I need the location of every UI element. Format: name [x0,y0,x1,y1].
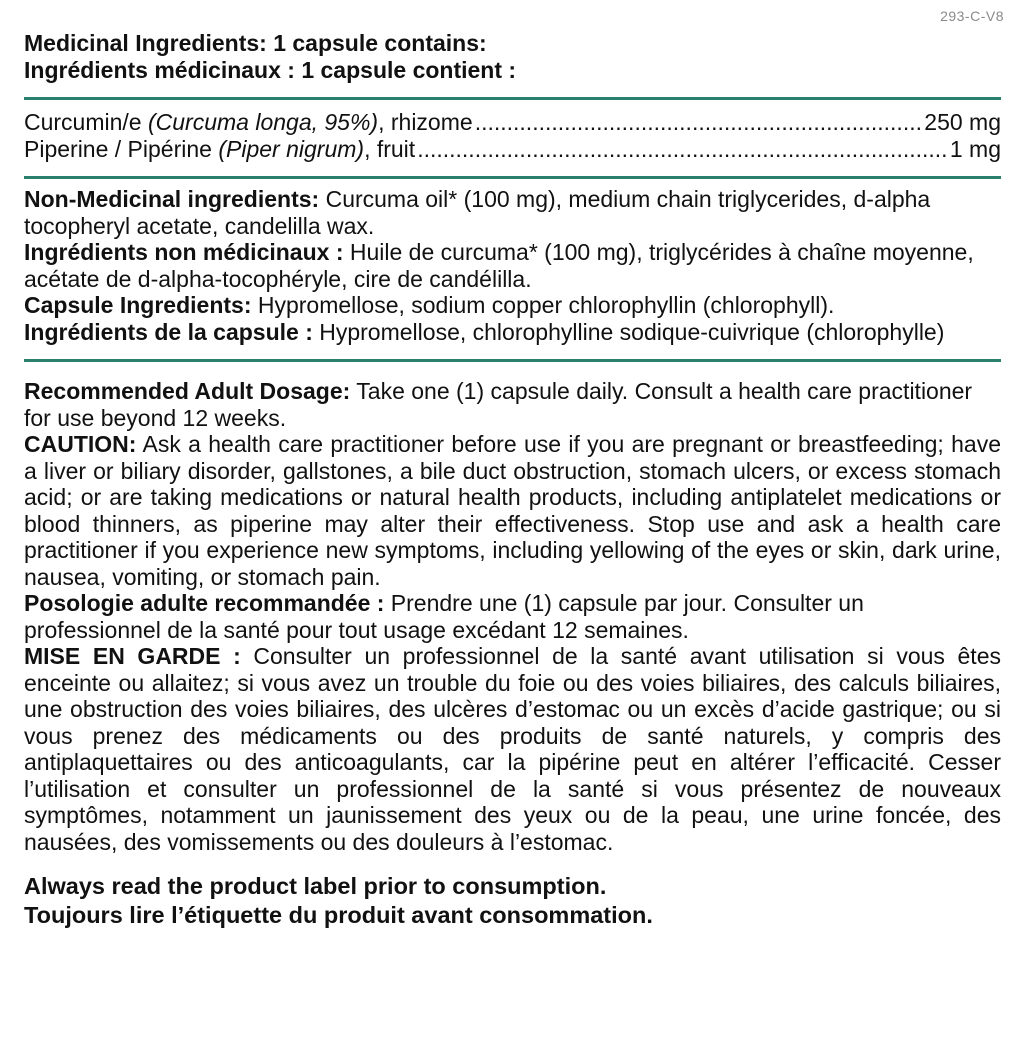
dot-leader [417,136,948,163]
non-medicinal-text-fr: Huile de curcuma* (100 mg), triglycérides à chaîne moyenne, acétate de d-alpha-tocophéryle, cire de candélilla. [24,239,974,292]
caution-text: Ask a health care practitioner before use if you are pregnant or breastfeeding; have a liver or biliary disorder, gallstones, a bile duct obstruction, stomach ulcers, or excess stomach acid; or are taking medications or natural health products, including antiplatelet medications or blood thinners, as piperine may alter their effectiveness. Stop use and ask a health care practitioner if you experience new symptoms, including yellowing of the eyes or skin, dark urine, nausea, vomiting, or stomach pain. [24,431,1001,590]
mise-en-garde-text: Consulter un professionnel de la santé avant utilisation si vous êtes enceinte ou allaitez; si vous avez un trouble du foie ou des voies biliaires, des calculs biliaires, une obstruction des voies biliaires, des ulcères d’estomac ou un excès d’acide gastrique; ou si vous prenez des médicaments ou des produits de santé naturels, y compris des antiplaquettaires ou des anticoagulants, car la pipérine peut en altérer l’efficacité. Cesser l’utilisation et consulter un professionnel de la santé si vous présentez de nouveaux symptômes, notamment un jaunissement des yeux ou de la peau, une urine foncée, des nausées, des vomissements ou des douleurs à l’estomac. [24,643,1001,855]
ingredient-part: , rhizome [378,109,473,135]
mise-en-garde-label: MISE EN GARDE : [24,643,241,669]
footer-notice [24,872,1001,930]
divider [24,97,1001,100]
dosage-label-en: Recommended Adult Dosage: [24,378,351,404]
medicinal-heading [24,30,1001,84]
medicinal-heading-fr: Ingrédients médicinaux : 1 capsule contient : [24,57,517,83]
dosage-label-fr: Posologie adulte recommandée : [24,590,385,616]
non-medicinal-section [24,186,1001,345]
dot-leader [475,109,923,136]
footer-line-en: Always read the product label prior to consumption. [24,873,607,899]
non-medicinal-text-en: Curcuma oil* (100 mg), medium chain triglycerides, d-alpha tocopheryl acetate, candelilla wax. [24,186,931,239]
ingredient-name-prefix: Piperine / Pipérine [24,135,219,162]
ingredient-name [24,136,415,163]
ingredient-part: , fruit [364,135,416,162]
label-code: 293-C-V8 [940,8,1004,24]
non-medicinal-fr [24,239,1001,292]
medicinal-heading-en: Medicinal Ingredients: 1 capsule contains: [24,30,487,56]
medicinal-ingredient-list [24,109,1001,162]
capsule-ingredients-en [24,292,1001,319]
footer-line-fr: Toujours lire l’étiquette du produit avant consommation. [24,902,653,928]
caution-fr [24,643,1001,855]
dosage-text-fr: Prendre une (1) capsule par jour. Consulter un professionnel de la santé pour tout usage excédant 12 semaines. [24,590,864,643]
label-panel [24,30,1001,930]
ingredient-latin-name: (Piper nigrum) [218,135,365,162]
non-medicinal-label-en: Non-Medicinal ingredients: [24,186,320,212]
capsule-label-en: Capsule Ingredients: [24,292,252,318]
divider [24,176,1001,179]
non-medicinal-en [24,186,1001,239]
ingredient-name [24,109,473,136]
capsule-text-fr: Hypromellose, chlorophylline sodique-cuivrique (chlorophylle) [312,318,945,345]
dosage-section [24,378,1001,855]
dosage-en [24,378,1001,431]
ingredient-row-piperine [24,136,1001,163]
ingredient-amount: 250 mg [924,109,1001,135]
ingredient-row-curcumin [24,109,1001,136]
non-medicinal-label-fr: Ingrédients non médicinaux : [24,239,344,265]
caution-label: CAUTION: [24,431,137,457]
caution-en [24,431,1001,590]
capsule-text-en: Hypromellose, sodium copper chlorophyllin (chlorophyll). [251,292,835,318]
dosage-fr [24,590,1001,643]
ingredient-name-prefix: Curcumin/e [24,109,148,135]
capsule-label-fr: Ingrédients de la capsule : [24,318,313,345]
divider [24,359,1001,362]
dosage-text-en: Take one (1) capsule daily. Consult a health care practitioner for use beyond 12 weeks. [24,378,973,431]
ingredient-amount: 1 mg [949,135,1001,162]
ingredient-latin-name: (Curcuma longa, 95%) [147,109,379,135]
capsule-ingredients-fr [24,319,1001,346]
